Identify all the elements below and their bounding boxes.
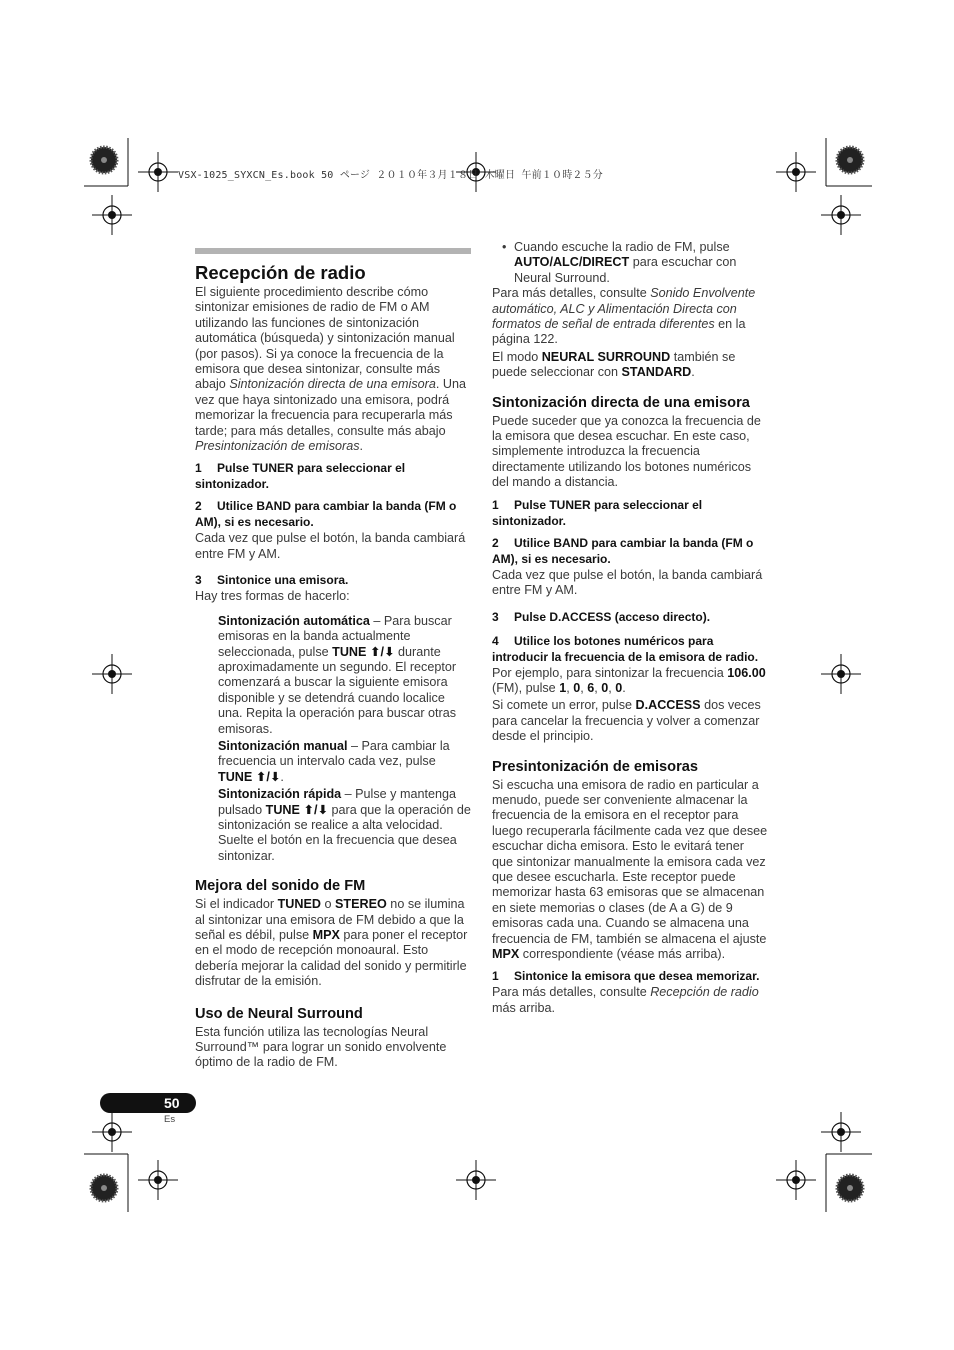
bullet-item: • Cuando escuche la radio de FM, pulse AUTO/ALC/DIRECT para escuchar con Neural Surround.	[502, 240, 737, 285]
step-2: 2 Utilice BAND para cambiar la banda (FM o AM), si es necesario.	[195, 499, 457, 530]
step-1: 1 Pulse TUNER para seleccionar el sintonizador.	[195, 461, 406, 492]
left-column	[195, 248, 471, 1073]
section-title: Recepción de radio	[195, 262, 366, 283]
neural-surround-heading: Uso de Neural Surround	[195, 1005, 363, 1022]
page-number: 50	[164, 1095, 180, 1111]
preset-text: Si escucha una emisora de radio en particular a menudo, puede ser conveniente almacenar la frecuencia de la emisora en el receptor para luego recuperarla fácilmente cada vez que desee escuchar dicha emisora. Esto le evitará tener que sintonizar manualmente la emisora cada vez que desee escucharla. Este receptor puede memorizar hasta 63 emisoras que se almacenan en siete memorias o clases (de A a G) de 9 emisoras cada una. Cuando se almacena una frecuencia de FM, también se almacena el ajuste MPX correspondiente (véase más arriba).	[492, 777, 768, 961]
direct-tuning-text: Puede suceder que ya conozca la frecuencia de la emisora que desea escuchar. En este caso, simplemente introduzca la frecuencia directamente utilizando los botones numéricos del mando a distancia.	[492, 413, 761, 490]
more-details-text: Para más detalles, consulte Sonido Envolvente automático, ALC y Alimentación Directa con formatos de señal de entrada diferentes en la página 122.	[492, 286, 756, 347]
step-3-body: Hay tres formas de hacerlo:	[195, 589, 350, 604]
color-wheel-bottom-left	[91, 1175, 117, 1201]
intro-paragraph: El siguiente procedimiento describe cómo sintonizar emisiones de radio de FM o AM utilizando las funciones de sintonización automática (búsqueda) y sintonización manual (por pasos). Si ya conoce la frecuencia de la emisora que desea sintonizar, consulte más abajo Sintonización directa de una emisora. Una vez que haya sintonizado una emisora, podrá memorizar la frecuencia para recuperarla más tarde; para más detalles, consulte más abajo Presintonización de emisoras.	[195, 285, 466, 454]
section-bar	[195, 248, 471, 254]
direct-step-1: 1 Pulse TUNER para seleccionar el sintonizador.	[492, 497, 703, 528]
right-column	[492, 240, 768, 1018]
color-wheel-top-left	[91, 147, 117, 173]
direct-tuning-heading: Sintonización directa de una emisora	[492, 394, 750, 411]
tuning-methods	[218, 614, 471, 865]
direct-step-2-body: Cada vez que pulse el botón, la banda cambiará entre FM y AM.	[492, 567, 763, 598]
mode-text: El modo NEURAL SURROUND también se puede seleccionar con STANDARD.	[492, 349, 736, 380]
fm-sound-text: Si el indicador TUNED o STEREO no se ilumina al sintonizar una emisora de FM debido a que la señal es débil, pulse MPX para poner el receptor en el modo de recepción monoaural. Esto debería mejorar la calidad del sonido y permitirle disfrutar de la emisión.	[195, 897, 468, 989]
page-number-tab	[100, 1093, 196, 1113]
direct-step-4: 4 Utilice los botones numéricos para introducir la frecuencia de la emisora de radio.	[492, 633, 759, 664]
preset-heading: Presintonización de emisoras	[492, 758, 699, 775]
direct-step-3: 3 Pulse D.ACCESS (acceso directo).	[492, 609, 711, 624]
color-wheel-top-right	[837, 147, 863, 173]
auto-tuning-text: Sintonización automática – Para buscar emisoras en la banda actualmente seleccionada, pulse TUNE ⬆/⬇ durante aproximadamente un segundo. El receptor comenzará a buscar la siguiente emisora disponible y se detendrá cuando localice una. Repita la operación para buscar otras emisoras.	[218, 613, 457, 736]
preset-step-1: 1 Sintonice la emisora que desea memorizar.	[492, 969, 760, 984]
fast-tuning-text: Sintonización rápida – Pulse y mantenga pulsado TUNE ⬆/⬇ para que la operación de sintonización se realice a alta velocidad. Suelte el botón en la frecuencia que desea sintonizar.	[218, 787, 471, 863]
error-text: Si comete un error, pulse D.ACCESS dos veces para cancelar la frecuencia y volver a comenzar desde el principio.	[492, 698, 761, 744]
step-2-body: Cada vez que pulse el botón, la banda cambiará entre FM y AM.	[195, 531, 466, 561]
fm-sound-heading: Mejora del sonido de FM	[195, 878, 366, 895]
preset-step-1-body: Para más detalles, consulte Recepción de radio más arriba.	[492, 985, 759, 1015]
page-language: Es	[164, 1114, 176, 1125]
manual-tuning-text: Sintonización manual – Para cambiar la frecuencia un intervalo cada vez, pulse TUNE ⬆/⬇.	[218, 738, 450, 784]
print-file-info: VSX-1025_SYXCN_Es.book 50 ページ ２０１０年３月１８日 木曜日 午前１０時２５分	[178, 170, 603, 181]
neural-surround-text: Esta función utiliza las tecnologías Neural Surround™ para lograr un sonido envolvente óptimo de la radio de FM.	[195, 1024, 447, 1070]
step-3: 3 Sintonice una emisora.	[195, 573, 349, 588]
direct-step-2: 2 Utilice BAND para cambiar la banda (FM o AM), si es necesario.	[492, 535, 754, 566]
example-text: Por ejemplo, para sintonizar la frecuencia 106.00 (FM), pulse 1, 0, 6, 0, 0.	[492, 665, 766, 695]
color-wheel-bottom-right	[837, 1175, 863, 1201]
